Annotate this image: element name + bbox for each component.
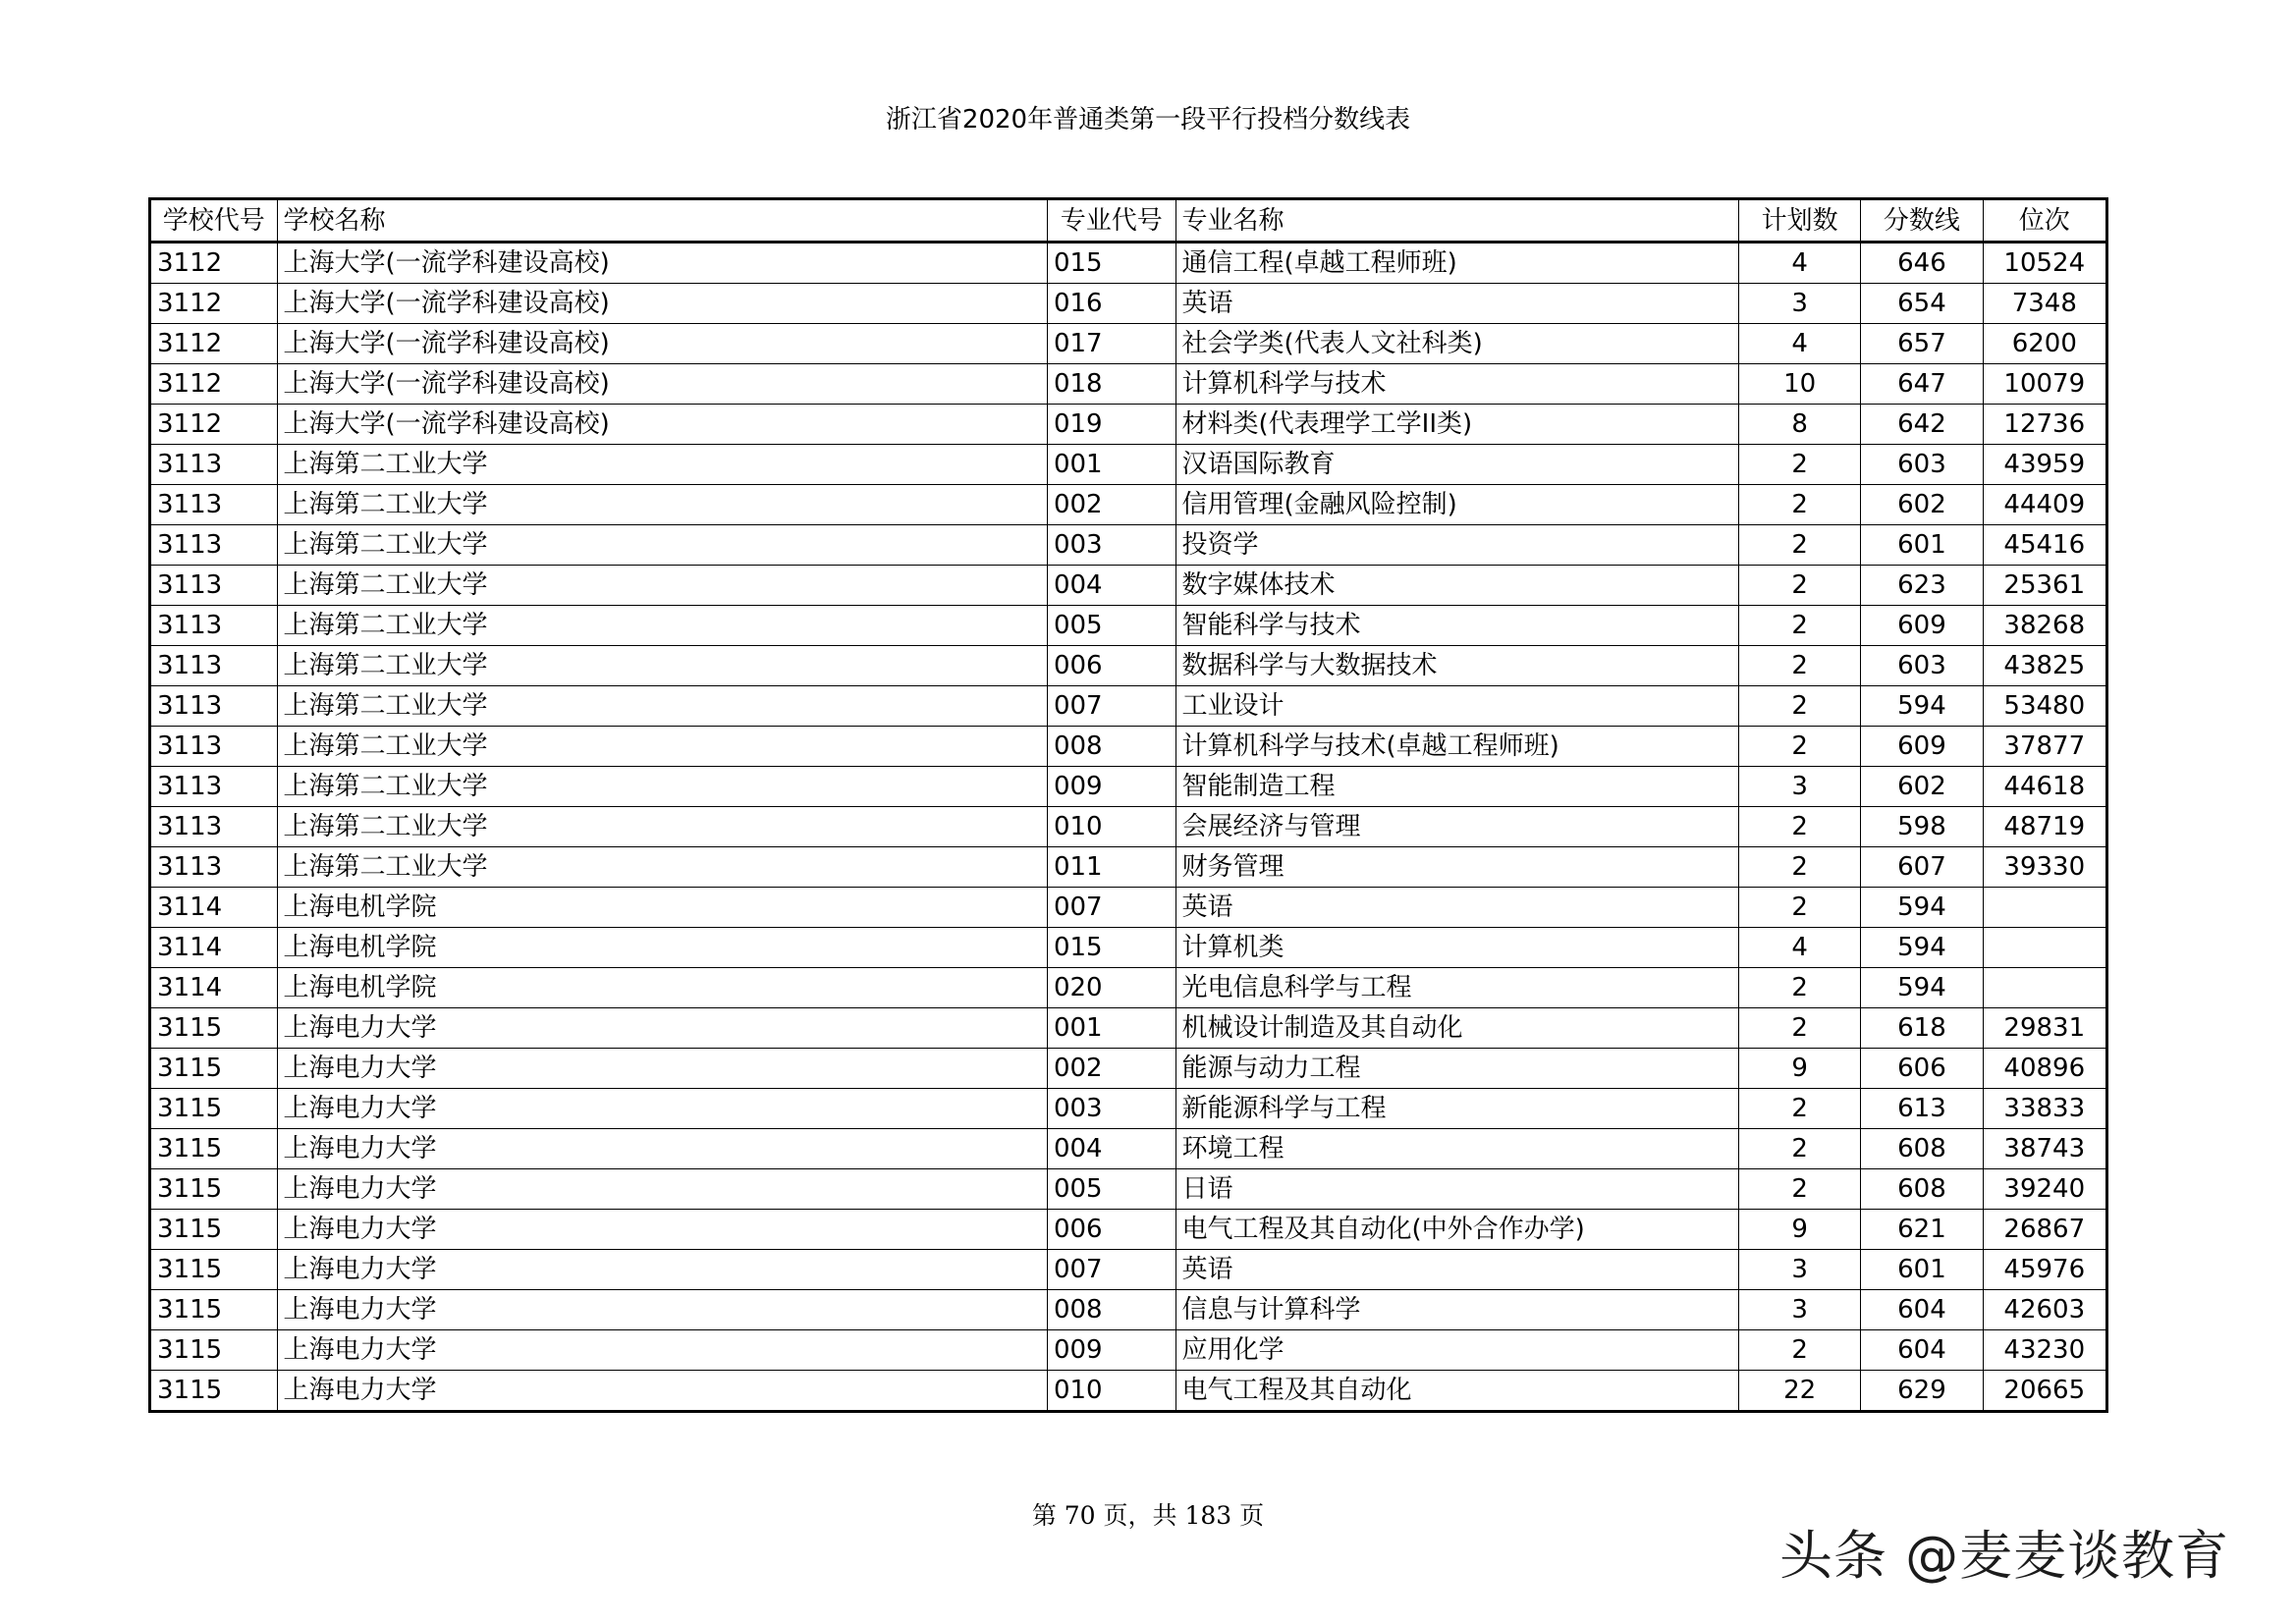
cell-school-code: 3113 xyxy=(150,767,278,807)
cell-rank: 12736 xyxy=(1983,405,2106,445)
table-row xyxy=(150,324,2107,364)
cell-major-name: 日语 xyxy=(1175,1169,1738,1210)
cell-major-code: 015 xyxy=(1047,928,1175,968)
cell-rank: 43959 xyxy=(1983,445,2106,485)
cell-rank: 10079 xyxy=(1983,364,2106,405)
table-row xyxy=(150,968,2107,1008)
cell-plan: 2 xyxy=(1738,968,1860,1008)
table-row xyxy=(150,807,2107,847)
table-header-row xyxy=(150,199,2107,243)
cell-school-name: 上海电力大学 xyxy=(277,1089,1047,1129)
cell-rank: 33833 xyxy=(1983,1089,2106,1129)
cell-school-code: 3115 xyxy=(150,1250,278,1290)
cell-school-code: 3115 xyxy=(150,1089,278,1129)
cell-score: 618 xyxy=(1861,1008,1983,1049)
cell-plan: 9 xyxy=(1738,1210,1860,1250)
cell-major-code: 007 xyxy=(1047,1250,1175,1290)
table-row xyxy=(150,1290,2107,1330)
cell-major-code: 007 xyxy=(1047,686,1175,727)
cell-school-name: 上海电机学院 xyxy=(277,888,1047,928)
cell-school-code: 3114 xyxy=(150,968,278,1008)
cell-score: 598 xyxy=(1861,807,1983,847)
cell-major-name: 能源与动力工程 xyxy=(1175,1049,1738,1089)
cell-plan: 2 xyxy=(1738,727,1860,767)
cell-score: 604 xyxy=(1861,1330,1983,1371)
watermark-logo: 头条 @麦麦谈教育 xyxy=(1779,1525,2230,1587)
cell-plan: 2 xyxy=(1738,686,1860,727)
cell-major-code: 020 xyxy=(1047,968,1175,1008)
cell-major-code: 007 xyxy=(1047,888,1175,928)
cell-major-code: 008 xyxy=(1047,1290,1175,1330)
cell-score: 606 xyxy=(1861,1049,1983,1089)
cell-major-code: 002 xyxy=(1047,1049,1175,1089)
header-rank: 位次 xyxy=(1983,199,2106,243)
cell-school-code: 3113 xyxy=(150,445,278,485)
cell-major-name: 英语 xyxy=(1175,284,1738,324)
cell-school-code: 3115 xyxy=(150,1290,278,1330)
cell-major-name: 投资学 xyxy=(1175,525,1738,566)
cell-school-code: 3112 xyxy=(150,405,278,445)
cell-plan: 3 xyxy=(1738,767,1860,807)
cell-plan: 2 xyxy=(1738,646,1860,686)
header-school-code: 学校代号 xyxy=(150,199,278,243)
cell-major-code: 006 xyxy=(1047,1210,1175,1250)
cell-school-name: 上海大学(一流学科建设高校) xyxy=(277,405,1047,445)
table-row xyxy=(150,888,2107,928)
cell-rank: 6200 xyxy=(1983,324,2106,364)
table-row xyxy=(150,1330,2107,1371)
header-plan: 计划数 xyxy=(1738,199,1860,243)
table-row xyxy=(150,405,2107,445)
page-footer: 第 70 页，共 183 页 xyxy=(1031,1501,1265,1530)
cell-major-code: 005 xyxy=(1047,1169,1175,1210)
cell-major-name: 智能科学与技术 xyxy=(1175,606,1738,646)
table-row xyxy=(150,928,2107,968)
cell-school-name: 上海电力大学 xyxy=(277,1371,1047,1412)
cell-major-name: 智能制造工程 xyxy=(1175,767,1738,807)
cell-rank: 44409 xyxy=(1983,485,2106,525)
table-row xyxy=(150,364,2107,405)
cell-score: 654 xyxy=(1861,284,1983,324)
cell-school-name: 上海第二工业大学 xyxy=(277,807,1047,847)
cell-score: 594 xyxy=(1861,888,1983,928)
cell-school-name: 上海大学(一流学科建设高校) xyxy=(277,324,1047,364)
cell-school-code: 3113 xyxy=(150,525,278,566)
cell-school-name: 上海第二工业大学 xyxy=(277,767,1047,807)
cell-major-name: 通信工程(卓越工程师班) xyxy=(1175,243,1738,284)
cell-plan: 2 xyxy=(1738,807,1860,847)
cell-school-code: 3112 xyxy=(150,243,278,284)
cell-rank xyxy=(1983,888,2106,928)
cell-rank: 48719 xyxy=(1983,807,2106,847)
cell-score: 603 xyxy=(1861,445,1983,485)
cell-school-code: 3115 xyxy=(150,1169,278,1210)
cell-major-name: 环境工程 xyxy=(1175,1129,1738,1169)
cell-plan: 2 xyxy=(1738,445,1860,485)
cell-score: 601 xyxy=(1861,525,1983,566)
cell-major-name: 计算机科学与技术(卓越工程师班) xyxy=(1175,727,1738,767)
cell-school-name: 上海电力大学 xyxy=(277,1008,1047,1049)
cell-rank: 45416 xyxy=(1983,525,2106,566)
cell-school-name: 上海电力大学 xyxy=(277,1169,1047,1210)
table-row xyxy=(150,284,2107,324)
cell-school-code: 3113 xyxy=(150,606,278,646)
cell-school-code: 3112 xyxy=(150,284,278,324)
cell-major-code: 005 xyxy=(1047,606,1175,646)
cell-school-name: 上海大学(一流学科建设高校) xyxy=(277,284,1047,324)
table-row xyxy=(150,686,2107,727)
cell-rank: 10524 xyxy=(1983,243,2106,284)
cell-major-name: 计算机类 xyxy=(1175,928,1738,968)
table-row xyxy=(150,767,2107,807)
header-school-name: 学校名称 xyxy=(277,199,1047,243)
cell-rank: 42603 xyxy=(1983,1290,2106,1330)
cell-school-code: 3113 xyxy=(150,727,278,767)
cell-plan: 2 xyxy=(1738,566,1860,606)
cell-major-name: 汉语国际教育 xyxy=(1175,445,1738,485)
cell-major-name: 应用化学 xyxy=(1175,1330,1738,1371)
table-row xyxy=(150,1008,2107,1049)
table-row xyxy=(150,1371,2107,1412)
cell-plan: 4 xyxy=(1738,324,1860,364)
cell-school-code: 3114 xyxy=(150,928,278,968)
cell-school-code: 3113 xyxy=(150,686,278,727)
cell-major-code: 011 xyxy=(1047,847,1175,888)
cell-school-code: 3112 xyxy=(150,324,278,364)
cell-plan: 3 xyxy=(1738,1250,1860,1290)
table-row xyxy=(150,445,2107,485)
cell-school-name: 上海第二工业大学 xyxy=(277,847,1047,888)
cell-major-name: 机械设计制造及其自动化 xyxy=(1175,1008,1738,1049)
cell-plan: 2 xyxy=(1738,847,1860,888)
cell-score: 609 xyxy=(1861,727,1983,767)
table-row xyxy=(150,1089,2107,1129)
cell-score: 602 xyxy=(1861,485,1983,525)
cell-major-name: 材料类(代表理学工学II类) xyxy=(1175,405,1738,445)
cell-rank xyxy=(1983,928,2106,968)
cell-rank: 45976 xyxy=(1983,1250,2106,1290)
cell-score: 657 xyxy=(1861,324,1983,364)
cell-major-name: 新能源科学与工程 xyxy=(1175,1089,1738,1129)
cell-major-code: 001 xyxy=(1047,445,1175,485)
cell-major-code: 004 xyxy=(1047,566,1175,606)
cell-rank: 7348 xyxy=(1983,284,2106,324)
table-row xyxy=(150,1049,2107,1089)
table-row xyxy=(150,646,2107,686)
cell-plan: 4 xyxy=(1738,928,1860,968)
cell-plan: 2 xyxy=(1738,1089,1860,1129)
cell-rank: 38268 xyxy=(1983,606,2106,646)
cell-major-code: 008 xyxy=(1047,727,1175,767)
cell-score: 604 xyxy=(1861,1290,1983,1330)
cell-plan: 2 xyxy=(1738,1330,1860,1371)
cell-score: 621 xyxy=(1861,1210,1983,1250)
cell-plan: 2 xyxy=(1738,485,1860,525)
cell-major-name: 会展经济与管理 xyxy=(1175,807,1738,847)
cell-school-name: 上海第二工业大学 xyxy=(277,606,1047,646)
cell-score: 602 xyxy=(1861,767,1983,807)
cell-school-code: 3113 xyxy=(150,566,278,606)
cell-rank: 39240 xyxy=(1983,1169,2106,1210)
cell-school-code: 3113 xyxy=(150,847,278,888)
cell-major-code: 003 xyxy=(1047,525,1175,566)
cell-rank: 26867 xyxy=(1983,1210,2106,1250)
cell-major-code: 015 xyxy=(1047,243,1175,284)
cell-major-code: 010 xyxy=(1047,1371,1175,1412)
cell-school-name: 上海电机学院 xyxy=(277,928,1047,968)
cell-school-code: 3115 xyxy=(150,1330,278,1371)
cell-school-code: 3115 xyxy=(150,1049,278,1089)
table-row xyxy=(150,1129,2107,1169)
table-row xyxy=(150,485,2107,525)
table-body xyxy=(150,243,2107,1412)
cell-school-name: 上海电力大学 xyxy=(277,1290,1047,1330)
cell-school-code: 3113 xyxy=(150,807,278,847)
cell-major-code: 009 xyxy=(1047,1330,1175,1371)
cell-plan: 2 xyxy=(1738,1129,1860,1169)
cell-major-name: 数据科学与大数据技术 xyxy=(1175,646,1738,686)
cell-rank: 39330 xyxy=(1983,847,2106,888)
cell-major-name: 财务管理 xyxy=(1175,847,1738,888)
cell-school-name: 上海电力大学 xyxy=(277,1330,1047,1371)
cell-major-code: 010 xyxy=(1047,807,1175,847)
cell-score: 607 xyxy=(1861,847,1983,888)
cell-rank: 29831 xyxy=(1983,1008,2106,1049)
cell-school-name: 上海电力大学 xyxy=(277,1210,1047,1250)
cell-major-name: 社会学类(代表人文社科类) xyxy=(1175,324,1738,364)
table-row xyxy=(150,243,2107,284)
cell-major-code: 006 xyxy=(1047,646,1175,686)
admission-score-table xyxy=(148,197,2108,1413)
cell-plan: 10 xyxy=(1738,364,1860,405)
cell-school-name: 上海第二工业大学 xyxy=(277,646,1047,686)
cell-plan: 2 xyxy=(1738,525,1860,566)
cell-plan: 22 xyxy=(1738,1371,1860,1412)
cell-rank: 25361 xyxy=(1983,566,2106,606)
cell-plan: 2 xyxy=(1738,1008,1860,1049)
cell-plan: 9 xyxy=(1738,1049,1860,1089)
cell-score: 629 xyxy=(1861,1371,1983,1412)
cell-score: 608 xyxy=(1861,1169,1983,1210)
cell-school-name: 上海电力大学 xyxy=(277,1129,1047,1169)
cell-plan: 3 xyxy=(1738,284,1860,324)
cell-school-name: 上海第二工业大学 xyxy=(277,566,1047,606)
cell-plan: 8 xyxy=(1738,405,1860,445)
cell-plan: 2 xyxy=(1738,606,1860,646)
cell-major-name: 电气工程及其自动化 xyxy=(1175,1371,1738,1412)
cell-rank: 38743 xyxy=(1983,1129,2106,1169)
cell-rank xyxy=(1983,968,2106,1008)
cell-school-name: 上海第二工业大学 xyxy=(277,485,1047,525)
cell-school-name: 上海第二工业大学 xyxy=(277,686,1047,727)
cell-school-name: 上海第二工业大学 xyxy=(277,445,1047,485)
table-row xyxy=(150,847,2107,888)
cell-major-name: 数字媒体技术 xyxy=(1175,566,1738,606)
cell-major-code: 019 xyxy=(1047,405,1175,445)
cell-major-code: 003 xyxy=(1047,1089,1175,1129)
cell-major-code: 017 xyxy=(1047,324,1175,364)
cell-major-name: 光电信息科学与工程 xyxy=(1175,968,1738,1008)
cell-plan: 2 xyxy=(1738,888,1860,928)
cell-school-name: 上海电力大学 xyxy=(277,1049,1047,1089)
cell-school-name: 上海大学(一流学科建设高校) xyxy=(277,243,1047,284)
document-title: 浙江省2020年普通类第一段平行投档分数线表 xyxy=(885,105,1411,135)
cell-school-code: 3113 xyxy=(150,485,278,525)
cell-school-name: 上海第二工业大学 xyxy=(277,727,1047,767)
cell-major-name: 工业设计 xyxy=(1175,686,1738,727)
cell-score: 608 xyxy=(1861,1129,1983,1169)
cell-score: 647 xyxy=(1861,364,1983,405)
cell-school-name: 上海第二工业大学 xyxy=(277,525,1047,566)
cell-score: 594 xyxy=(1861,686,1983,727)
cell-score: 646 xyxy=(1861,243,1983,284)
cell-school-code: 3112 xyxy=(150,364,278,405)
cell-rank: 40896 xyxy=(1983,1049,2106,1089)
cell-major-name: 计算机科学与技术 xyxy=(1175,364,1738,405)
cell-major-name: 信息与计算科学 xyxy=(1175,1290,1738,1330)
cell-school-code: 3115 xyxy=(150,1210,278,1250)
cell-plan: 4 xyxy=(1738,243,1860,284)
cell-school-name: 上海电力大学 xyxy=(277,1250,1047,1290)
header-major-name: 专业名称 xyxy=(1175,199,1738,243)
cell-rank: 37877 xyxy=(1983,727,2106,767)
cell-major-code: 016 xyxy=(1047,284,1175,324)
cell-school-code: 3113 xyxy=(150,646,278,686)
table-row xyxy=(150,1169,2107,1210)
cell-school-name: 上海电机学院 xyxy=(277,968,1047,1008)
cell-school-code: 3114 xyxy=(150,888,278,928)
table-row xyxy=(150,1250,2107,1290)
cell-rank: 43230 xyxy=(1983,1330,2106,1371)
table-row xyxy=(150,727,2107,767)
table-row xyxy=(150,525,2107,566)
cell-school-code: 3115 xyxy=(150,1129,278,1169)
cell-major-code: 018 xyxy=(1047,364,1175,405)
cell-score: 603 xyxy=(1861,646,1983,686)
table-row xyxy=(150,606,2107,646)
cell-major-code: 009 xyxy=(1047,767,1175,807)
cell-rank: 44618 xyxy=(1983,767,2106,807)
cell-school-name: 上海大学(一流学科建设高校) xyxy=(277,364,1047,405)
cell-score: 642 xyxy=(1861,405,1983,445)
cell-plan: 3 xyxy=(1738,1290,1860,1330)
cell-score: 623 xyxy=(1861,566,1983,606)
cell-major-name: 英语 xyxy=(1175,888,1738,928)
cell-plan: 2 xyxy=(1738,1169,1860,1210)
cell-school-code: 3115 xyxy=(150,1371,278,1412)
cell-rank: 43825 xyxy=(1983,646,2106,686)
cell-major-name: 英语 xyxy=(1175,1250,1738,1290)
cell-major-name: 信用管理(金融风险控制) xyxy=(1175,485,1738,525)
table-row xyxy=(150,1210,2107,1250)
cell-score: 601 xyxy=(1861,1250,1983,1290)
cell-score: 594 xyxy=(1861,968,1983,1008)
table-row xyxy=(150,566,2107,606)
cell-score: 594 xyxy=(1861,928,1983,968)
cell-rank: 20665 xyxy=(1983,1371,2106,1412)
header-score: 分数线 xyxy=(1861,199,1983,243)
cell-major-name: 电气工程及其自动化(中外合作办学) xyxy=(1175,1210,1738,1250)
header-major-code: 专业代号 xyxy=(1047,199,1175,243)
cell-rank: 53480 xyxy=(1983,686,2106,727)
cell-major-code: 002 xyxy=(1047,485,1175,525)
cell-score: 613 xyxy=(1861,1089,1983,1129)
cell-major-code: 001 xyxy=(1047,1008,1175,1049)
cell-score: 609 xyxy=(1861,606,1983,646)
cell-school-code: 3115 xyxy=(150,1008,278,1049)
cell-major-code: 004 xyxy=(1047,1129,1175,1169)
